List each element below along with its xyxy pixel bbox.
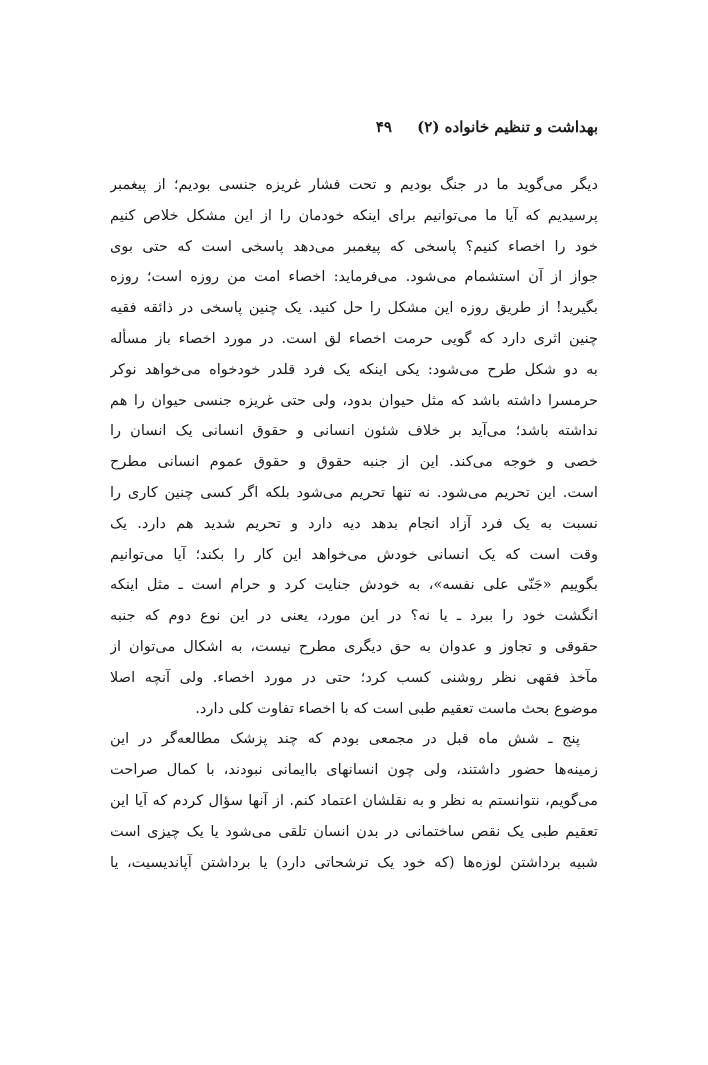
text-line: شبیه برداشتن لوزه‌ها (که خود یک ترشحاتی دارد) یا برداشتن آپاندیسیت، یا	[110, 853, 598, 871]
text-line: حرمسرا داشته باشد که مثل حیوان بدود، ولی حتی غریزه جنسی حیوان را هم	[110, 391, 598, 409]
text-line: پرسیدیم که آیا ما می‌توانیم برای اینکه خودمان را از این مشکل خلاص کنیم	[110, 206, 598, 224]
text-line: چنین اثری دارد که گویی حرمت اخصاء لق است. در مورد اخصاء باز مسأله	[110, 329, 598, 347]
chapter-title: بهداشت و تنظیم خانواده (۲)	[417, 118, 598, 136]
text-line: وقت است که یک انسانی خودش می‌خواهد این کار را بکند؛ آیا می‌توانیم	[110, 545, 598, 563]
text-line: خود را اخصاء کنیم؟ پاسخی که پیغمبر می‌دهد پاسخی است که حتی بوی	[110, 237, 598, 255]
text-line: بگوییم «جَنّی علی نفسه»، به خودش جنایت کرد و حرام است ـ مثل اینکه	[110, 576, 598, 594]
text-line: پنج ـ شش ماه قبل در مجمعی بودم که چند پزشک مطالعه‌گر در این	[110, 730, 580, 748]
page-number: ۴۹	[375, 118, 392, 136]
running-head	[110, 118, 598, 136]
text-line: است. این تحریم می‌شود. نه تنها تحریم می‌شود بلکه اگر کسی چنین کاری را	[110, 483, 598, 501]
text-line: مآخذ فقهی نظر روشنی کسب کرد؛ حتی در مورد اخصاء. ولی آنچه اصلا	[110, 668, 598, 686]
text-line: زمینه‌ها حضور داشتند، ولی چون انسانهای باایمانی نبودند، با کمال صراحت	[110, 761, 598, 779]
text-line: انگشت خود را ببرد ـ یا نه؟ در این مورد، یعنی در این نوع دوم که جنبه	[110, 607, 598, 625]
text-line: می‌گویم، نتوانستم به نظر و به نقلشان اعتماد کنم. از آنها سؤال کردم که آیا این	[110, 791, 598, 809]
text-line: بگیرید! از طریق روزه این مشکل را حل کنید. یک چنین پاسخی در ذائقه فقیه	[110, 299, 598, 317]
text-line: حقوقی و تجاوز و عدوان به حق دیگری مطرح نیست، به اشکال می‌توان از	[110, 637, 598, 655]
text-line: دیگر می‌گوید ما در جنگ بودیم و تحت فشار غریزه جنسی بودیم؛ از پیغمبر	[110, 176, 598, 193]
text-line: نداشته باشد؛ می‌آید بر خلاف شئون انسانی و حقوق انسانی یک انسان را	[110, 422, 598, 440]
text-line: نسبت به یک فرد آزاد انجام بدهد دیه دارد و تحریم شدید هم دارد. یک	[110, 514, 598, 532]
text-line: خصی و خوجه می‌کند. این از جنبه حقوق و حقوق عموم انسانی مطرح	[110, 453, 598, 471]
body-text	[110, 170, 598, 878]
text-line: به دو شکل طرح می‌شود: یکی اینکه یک فرد قلدر خودخواه می‌خواهد نوکر	[110, 360, 598, 378]
text-line: جواز از آن استشمام می‌شود. می‌فرماید: اخصاء امت من روزه است؛ روزه	[110, 268, 598, 286]
text-line: تعقیم طبی یک نقص ساختمانی در بدن انسان تلقی می‌شود یا یک چیزی است	[110, 822, 598, 840]
text-line: موضوع بحث ماست تعقیم طبی است که با اخصاء تفاوت کلی دارد.	[195, 699, 598, 717]
